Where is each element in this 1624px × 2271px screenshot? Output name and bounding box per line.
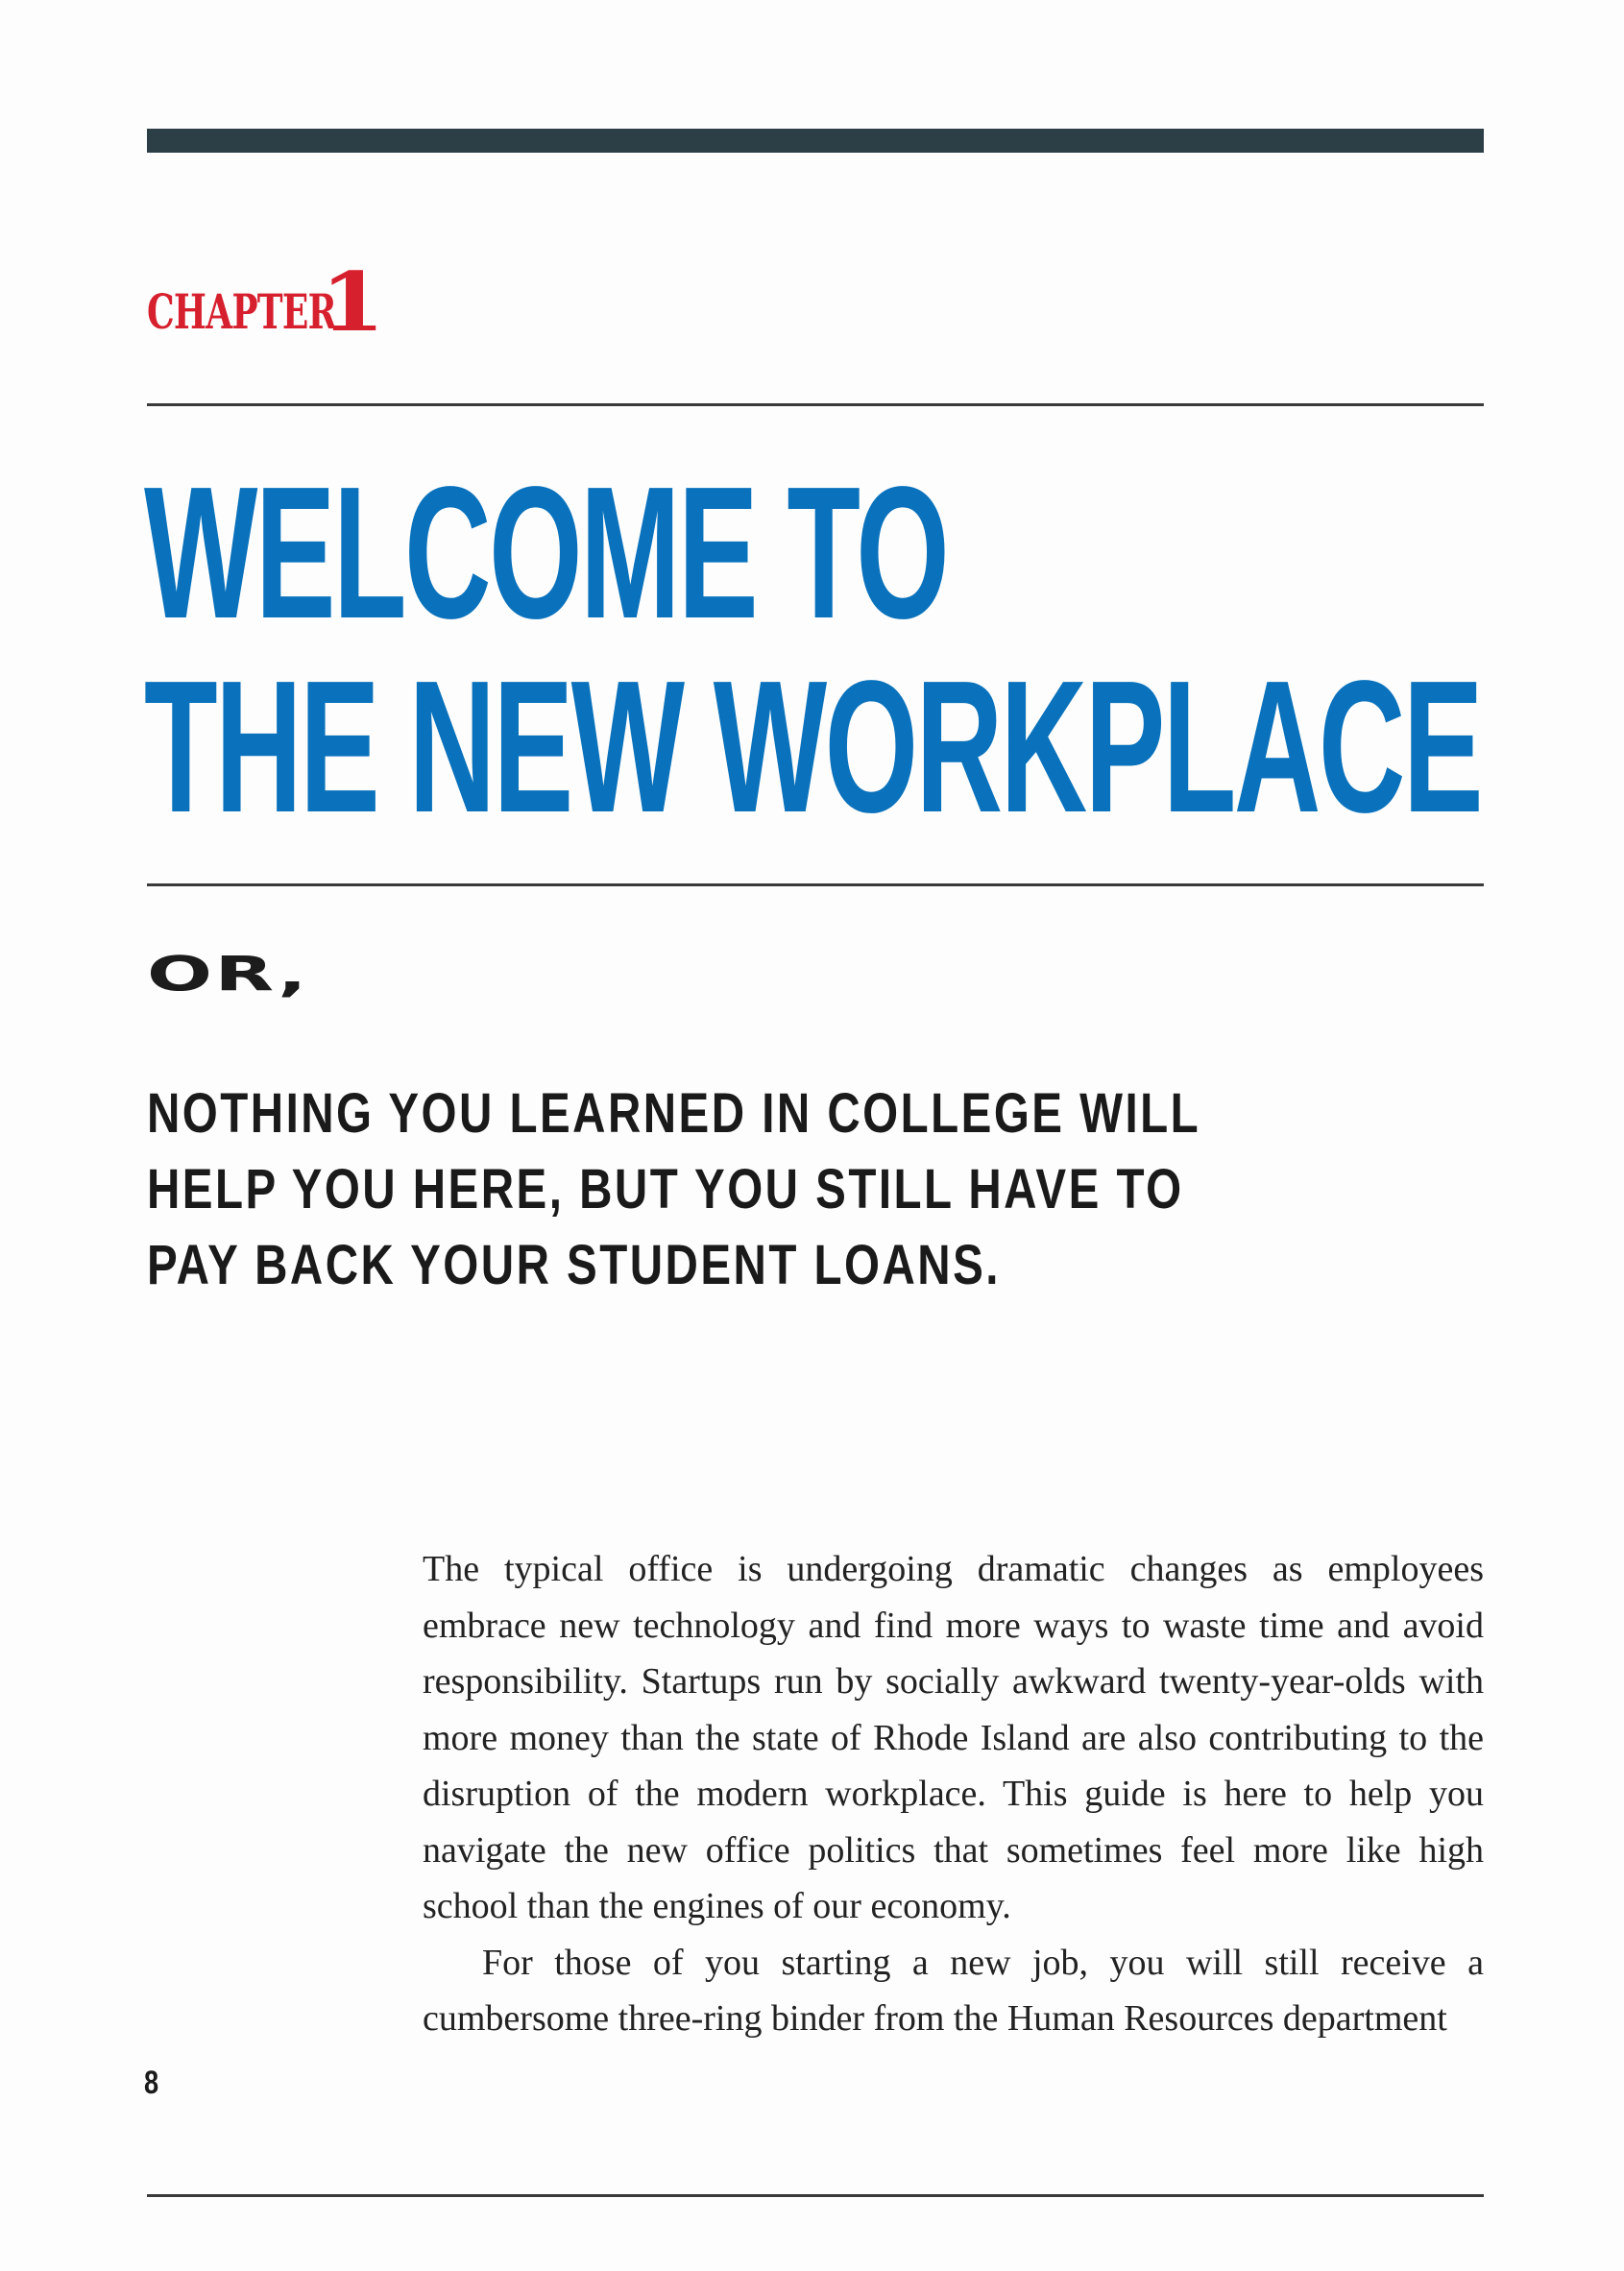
divider-rule-middle bbox=[147, 883, 1484, 886]
divider-rule-top bbox=[147, 403, 1484, 406]
top-decorative-bar bbox=[147, 129, 1484, 153]
chapter-heading bbox=[147, 254, 385, 350]
page-number: 8 bbox=[144, 2065, 159, 2101]
or-label: OR, bbox=[147, 947, 309, 1003]
body-text bbox=[423, 1541, 1484, 2047]
chapter-title-line-2: THE NEW WORKPLACE bbox=[144, 641, 1481, 852]
chapter-word: CHAPTER bbox=[147, 283, 336, 340]
chapter-number: 1 bbox=[320, 254, 385, 350]
chapter-title-line-1: WELCOME TO bbox=[144, 447, 948, 658]
subtitle-line-2: HELP YOU HERE, BUT YOU STILL HAVE TO bbox=[147, 1158, 1184, 1220]
subtitle-line-1: NOTHING YOU LEARNED IN COLLEGE WILL bbox=[147, 1082, 1201, 1145]
body-paragraph-2: For those of you starting a new job, you will still receive a cumbersome three-ring binder from the Human Resources department bbox=[423, 1942, 1484, 2039]
divider-rule-bottom bbox=[147, 2194, 1484, 2197]
subtitle-line-3: PAY BACK YOUR STUDENT LOANS. bbox=[147, 1234, 1001, 1296]
body-paragraph-1: The typical office is undergoing dramatic changes as employees embrace new technology and find more ways to waste time and avoid responsibility. Startups run by socially awkward twenty-year-olds with more money than the state of Rhode Island are also contributing to the disruption of the modern workplace. This guide is here to help you navigate the new office politics that sometimes feel more like high school than the engines of our economy. bbox=[423, 1549, 1484, 1926]
alternate-subtitle bbox=[147, 1075, 1299, 1303]
